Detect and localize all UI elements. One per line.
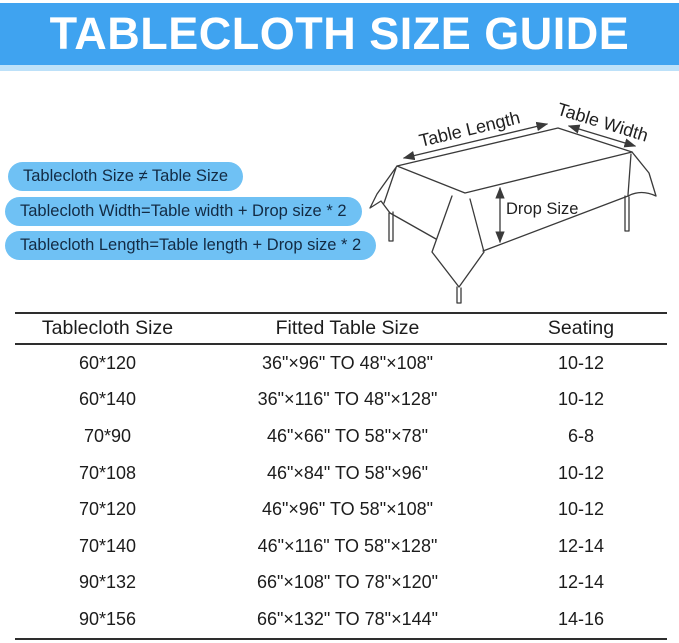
- right-corner-fold: [628, 154, 631, 195]
- front-short-hem: [390, 213, 436, 239]
- table-row: [15, 418, 667, 455]
- table-body: [15, 345, 667, 638]
- cell-seating: 10-12: [557, 499, 605, 520]
- left-corner-drape: [370, 166, 397, 213]
- table-width-label: Table Width: [554, 98, 651, 146]
- cell-seating: 12-14: [557, 572, 605, 593]
- cell-fitted-table-size: 46"×116" TO 58"×128": [257, 535, 438, 556]
- cell-tablecloth-size: 70*140: [78, 535, 137, 556]
- cell-seating: 10-12: [557, 462, 605, 483]
- cell-fitted-table-size: 46"×84" TO 58"×96": [266, 462, 428, 483]
- cell-fitted-table-size: 46"×96" TO 58"×108": [261, 499, 434, 520]
- cell-tablecloth-size: 70*90: [83, 425, 132, 446]
- cell-seating: 12-14: [557, 535, 605, 556]
- left-corner-fold: [384, 168, 396, 203]
- front-table-leg: [457, 287, 461, 303]
- page-title: TABLECLOTH SIZE GUIDE: [49, 8, 630, 59]
- cell-tablecloth-size: 70*120: [78, 499, 137, 520]
- table-length-label: Table Length: [417, 107, 523, 151]
- cell-seating: 14-16: [557, 608, 605, 629]
- table-bottom-rule: [15, 638, 667, 641]
- header-tablecloth-size: Tablecloth Size: [41, 316, 174, 339]
- header-banner: [0, 3, 679, 71]
- right-corner-drape: [628, 152, 656, 196]
- cell-seating: 6-8: [567, 425, 594, 446]
- cell-tablecloth-size: 60*120: [78, 352, 137, 373]
- right-table-leg: [625, 196, 629, 231]
- cell-fitted-table-size: 66"×132" TO 78"×144": [256, 608, 439, 629]
- cell-fitted-table-size: 66"×108" TO 78"×120": [256, 572, 439, 593]
- cell-fitted-table-size: 36"×96" TO 48"×108": [261, 352, 434, 373]
- left-table-leg: [389, 212, 393, 241]
- header-seating: Seating: [547, 316, 615, 339]
- drop-size-label: Drop Size: [506, 200, 579, 218]
- table-row: [15, 382, 667, 419]
- table-row: [15, 601, 667, 638]
- note-size-not-equal: Tablecloth Size ≠ Table Size: [8, 162, 243, 191]
- table-row: [15, 345, 667, 382]
- cell-seating: 10-12: [557, 352, 605, 373]
- table-row: [15, 491, 667, 528]
- cell-fitted-table-size: 36"×116" TO 48"×128": [257, 389, 438, 410]
- cell-fitted-table-size: 46"×66" TO 58"×78": [266, 425, 428, 446]
- note-length-formula: Tablecloth Length=Table length + Drop size * 2: [5, 231, 376, 260]
- cell-seating: 10-12: [557, 389, 605, 410]
- table-row: [15, 455, 667, 492]
- table-row: [15, 528, 667, 565]
- size-table: [15, 312, 667, 640]
- cell-tablecloth-size: 60*140: [78, 389, 137, 410]
- cell-tablecloth-size: 70*108: [78, 462, 137, 483]
- cell-tablecloth-size: 90*156: [78, 608, 137, 629]
- table-header-row: [15, 314, 667, 343]
- cell-tablecloth-size: 90*132: [78, 572, 137, 593]
- header-fitted-table-size: Fitted Table Size: [275, 316, 420, 339]
- front-corner-drape: [432, 196, 484, 287]
- table-row: [15, 565, 667, 602]
- tablecloth-diagram: [350, 95, 679, 307]
- note-width-formula: Tablecloth Width=Table width + Drop size * 2: [5, 197, 362, 226]
